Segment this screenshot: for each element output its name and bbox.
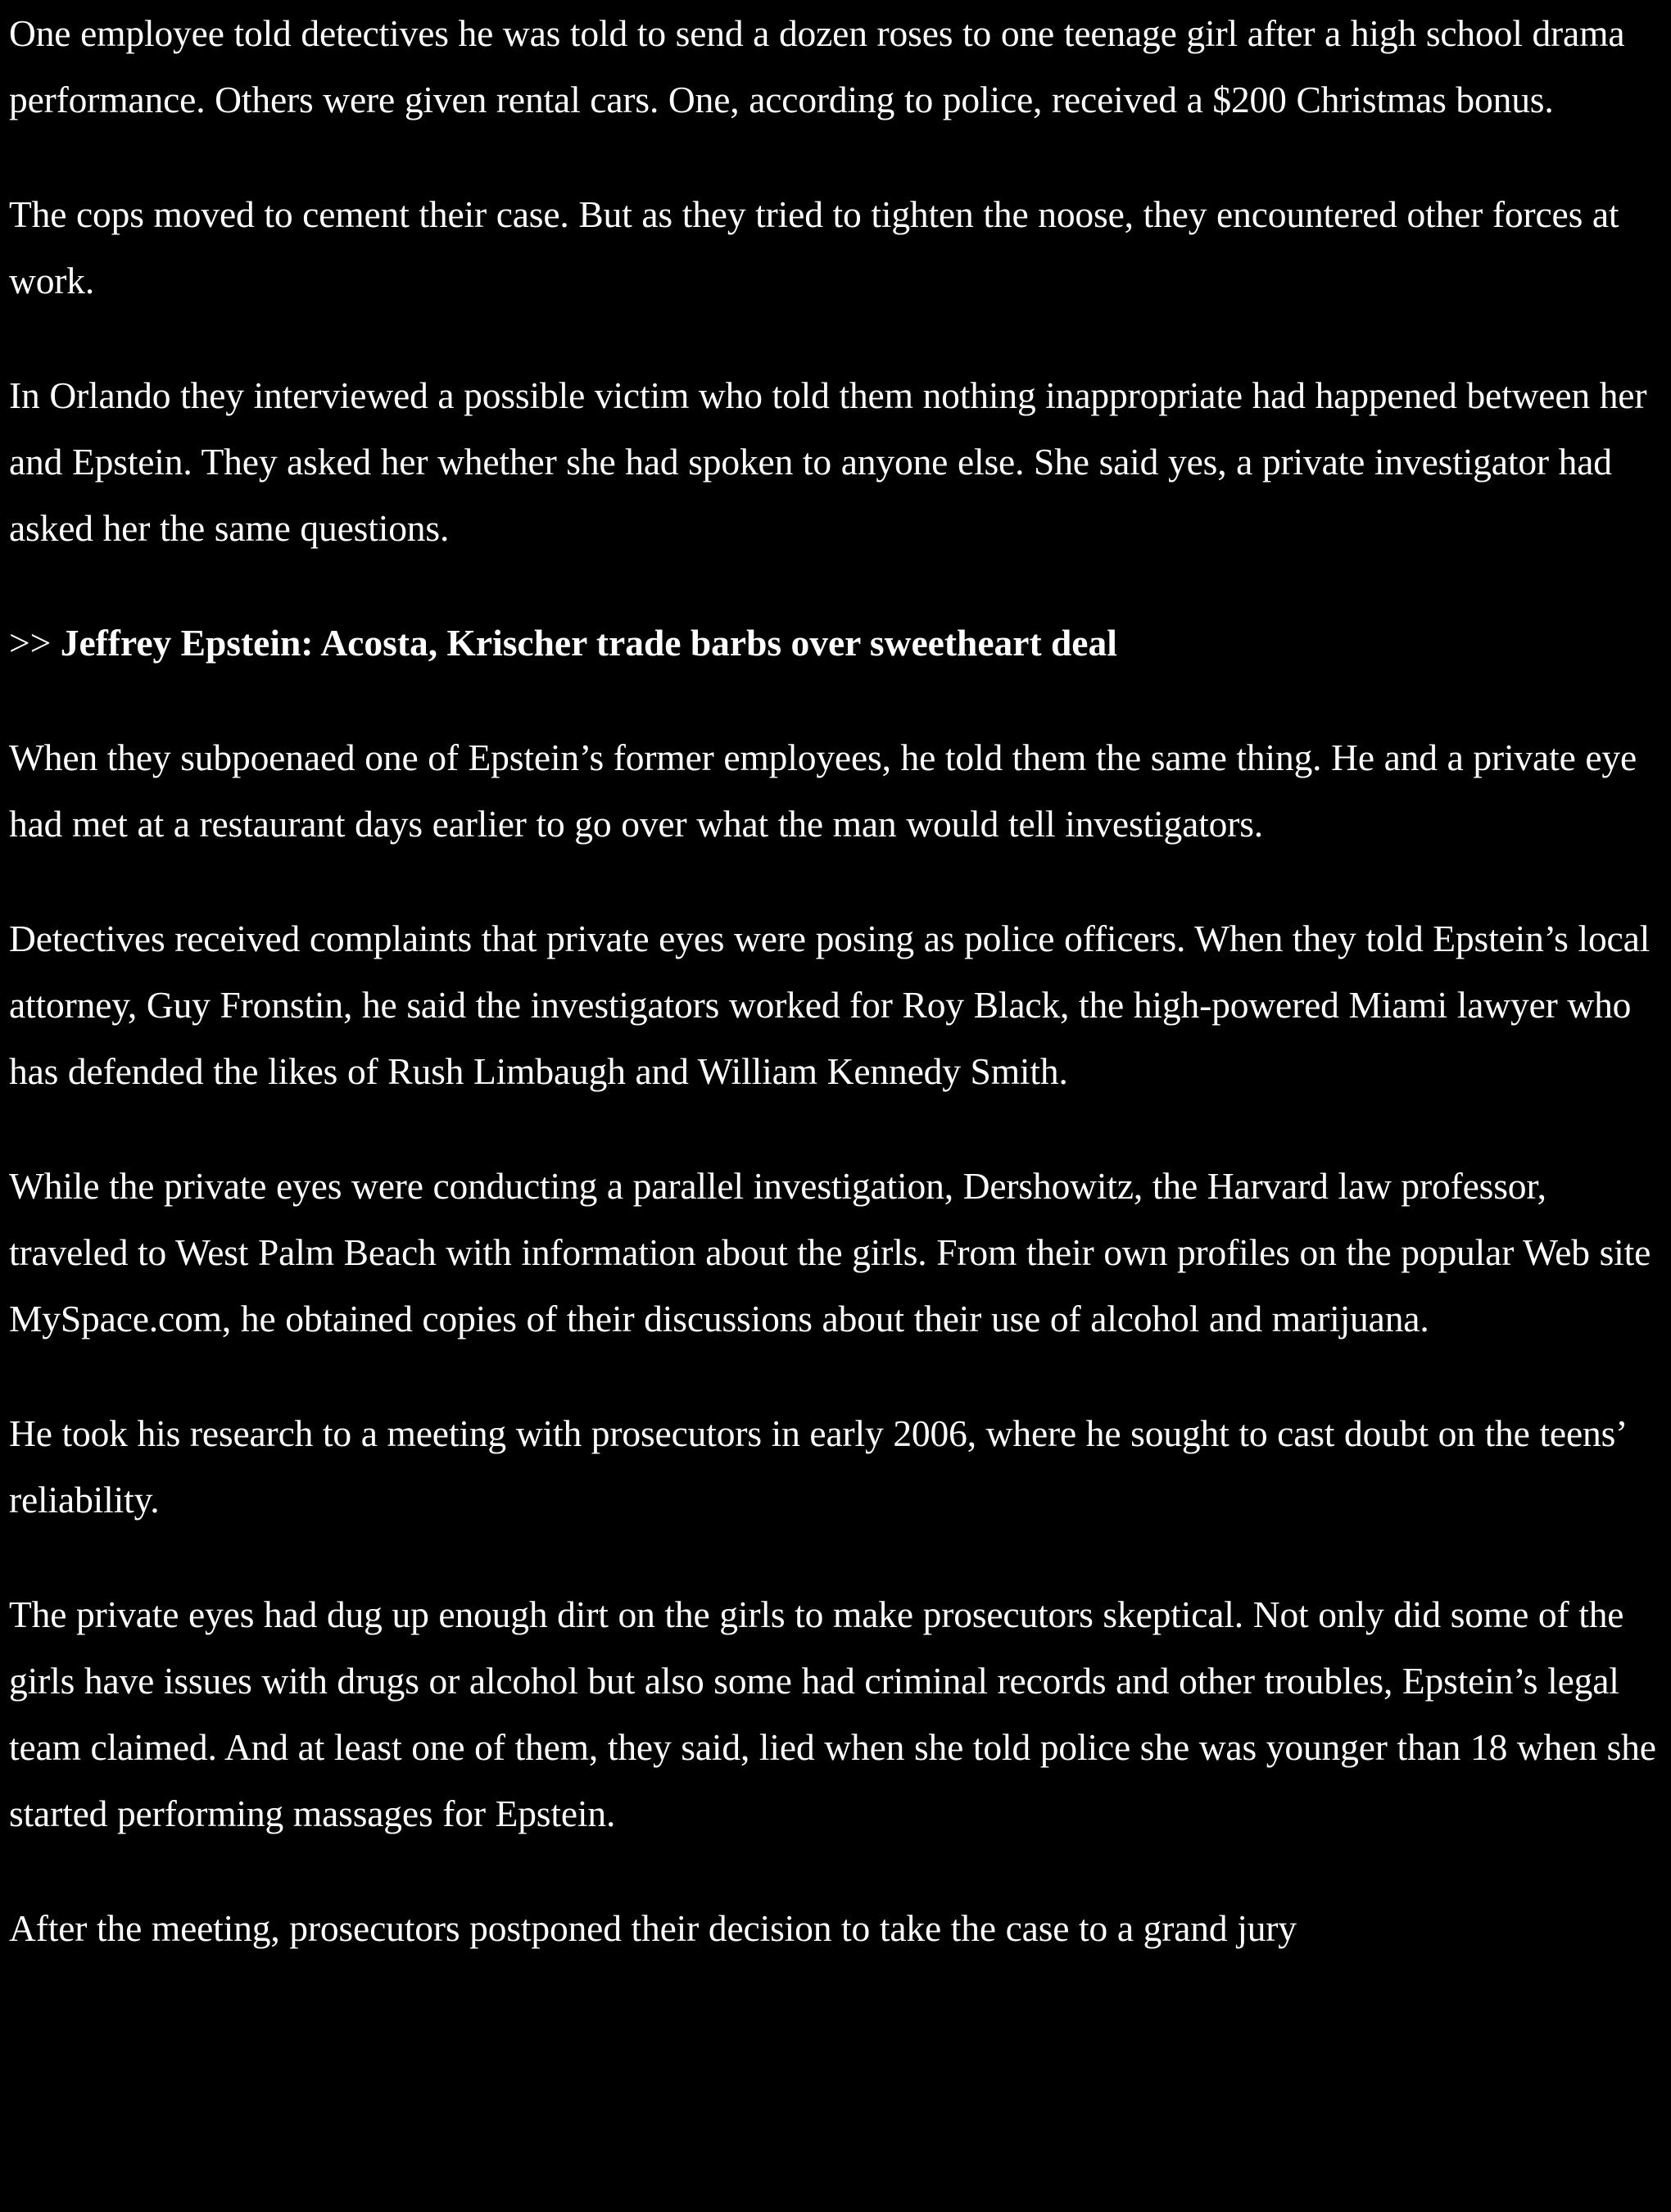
paragraph-dershowitz-research: While the private eyes were conducting a parallel investigation, Dershowitz, the Harvard law professor, traveled to West Palm Beach with information about the girls. From their own profiles on the popular Web site MySpace.com, he obtained copies of their discussions about their use of alcohol and marijuana. (9, 1165, 1651, 1339)
article-body (9, 0, 1668, 1961)
paragraph-cops-cement-case: The cops moved to cement their case. But as they tried to tighten the noose, they encountered other forces at work. (9, 193, 1619, 301)
related-article-link[interactable]: Jeffrey Epstein: Acosta, Krischer trade barbs over sweetheart deal (60, 622, 1117, 664)
related-arrows: >> (9, 622, 52, 664)
paragraph-private-eyes-posing: Detectives received complaints that private eyes were posing as police officers. When they told Epstein’s local attorney, Guy Fronstin, he said the investigators worked for Roy Black, the high-powered Miami lawyer who has defended the likes of Rush Limbaugh and William Kennedy Smith. (9, 918, 1651, 1092)
paragraph-orlando-interview: In Orlando they interviewed a possible victim who told them nothing inappropriate had happened between her and Epstein. They asked her whether she had spoken to anyone else. She said yes, a private investigator had asked her the same questions. (9, 374, 1647, 549)
paragraph-employee-gifts: One employee told detectives he was told to send a dozen roses to one teenage girl after a high school drama performance. Others were given rental cars. One, according to police, received a $200 Christmas bonus. (9, 12, 1625, 120)
paragraph-postponed-decision: After the meeting, prosecutors postponed their decision to take the case to a grand jury (9, 1907, 1297, 1949)
related-article (9, 610, 1668, 676)
paragraph-prosecutor-meeting: He took his research to a meeting with prosecutors in early 2006, where he sought to cast doubt on the teens’ reliability. (9, 1412, 1625, 1521)
paragraph-dirt-on-girls: The private eyes had dug up enough dirt on the girls to make prosecutors skeptical. Not only did some of the girls have issues with drugs or alcohol but also some had criminal records and other troubles, Epstein’s legal team claimed. And at least one of them, they said, lied when she told police she was younger than 18 when she started performing massages for Epstein. (9, 1593, 1656, 1834)
paragraph-former-employee: When they subpoenaed one of Epstein’s former employees, he told them the same thing. He and a private eye had met at a restaurant days earlier to go over what the man would tell investigators. (9, 737, 1637, 845)
